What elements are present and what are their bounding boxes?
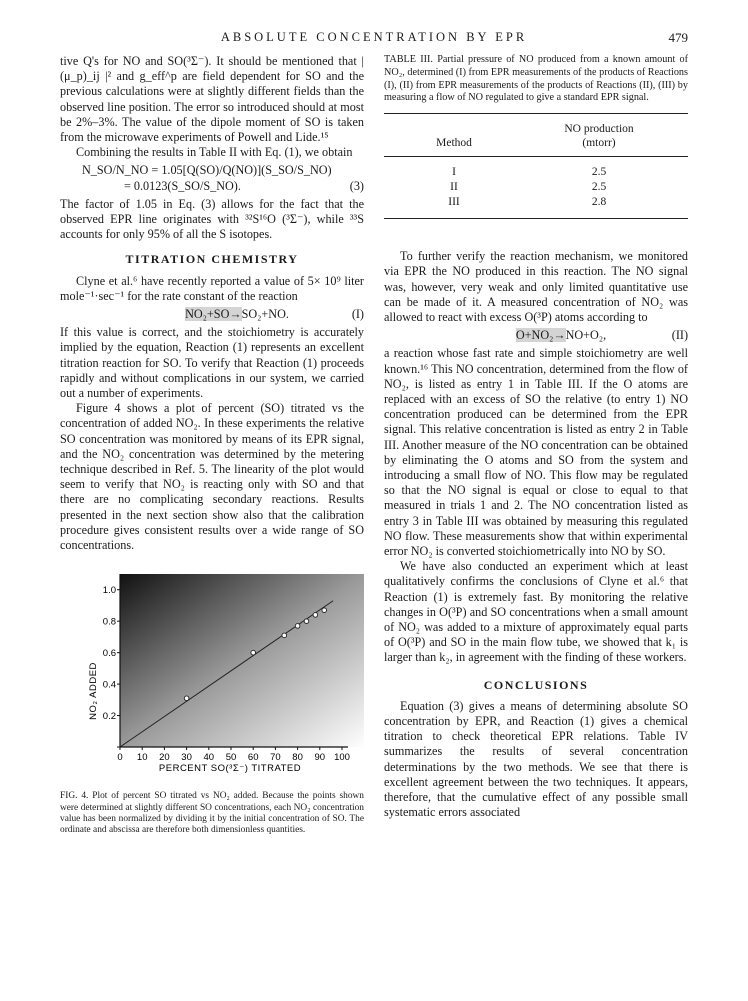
paragraph: Equation (3) gives a means of determining absolute SO concentration by EPR, and Reaction (1) gives a chemical titration to check theoretical EPR relations. Table IV summarizes the results of several concentration determinations by the two methods. We see that there is excellent agreement between the two techniques. It appears, therefore, that the cumulative effect of any possible small systematic errors associated — [384, 698, 688, 820]
equation-number: (I) — [351, 307, 364, 322]
paragraph: We have also conducted an experiment which at least qualitatively confirms the conclusions of Clyne et al.⁶ that Reaction (1) is extremely fast. By monitoring the relative changes in O(³P) and SO concentrations when a small amount of NO₂ was added to a mixture of approximately equal parts of O(³P) and SO in the main flow tube, we showed that k₁ is larger than k₂, in agreement with the finding of these workers. — [384, 559, 688, 665]
running-title: ABSOLUTE CONCENTRATION BY EPR — [220, 30, 528, 44]
table-caption-text: Partial pressure of NO produced from a known amount of NO₂, determined (I) from EPR measurements of the products of Reactions (I), (II) from EPR measurements of the products of Reactions (II), (III) by measuring a flow of NO regulated to give a standard EPR signal. — [384, 54, 689, 104]
equation-reactants: NO₂+SO→ — [185, 307, 242, 322]
paragraph: To further verify the reaction mechanism, we monitored via EPR the NO produced in this reaction. The NO signal was, however, very weak and only limited quantitative use can be made of it. A measured concentration of NO₂ was allowed to react with excess O(³P) atoms according to — [384, 249, 688, 324]
paragraph: The factor of 1.05 in Eq. (3) allows for the fact that the observed EPR line originates with ³²S¹⁶O (³Σ⁻), while ³³S accounts for only 95% of all the S isotopes. — [60, 196, 364, 242]
equation-products: SO₂+NO. — [241, 307, 289, 322]
equation-reactants: O+NO₂→ — [515, 328, 566, 343]
column-header-unit: (mtorr) — [582, 137, 616, 150]
y-tick-label: 1.0 — [102, 585, 116, 597]
plot-background — [120, 574, 364, 747]
equation-line: N_SO/N_NO = 1.05[Q(SO)/Q(NO)](S_SO/S_NO) — [82, 163, 332, 178]
section-heading: TITRATION CHEMISTRY — [125, 252, 299, 267]
figure-caption: FIG. 4. Plot of percent SO titrated vs NO₂ added. Because the points shown were determined at slightly different SO concentrations, each NO₂ concentration value has been normalized by dividing it by the initial concentration of SO. The ordinate and abscissa are therefore both dimensionless quantities. — [60, 791, 364, 835]
y-tick-label: 0.8 — [102, 616, 116, 628]
x-tick-label: 50 — [225, 752, 237, 764]
data-point — [322, 608, 327, 613]
paragraph: a reaction whose fast rate and simple stoichiometry are well known.¹⁶ This NO concentration, determined from the flow of NO₂, is listed as entry 1 in Table III. If the O atoms are replaced with an excess of SO the relative (to entry 1) NO concentration produced can be determined from the EPR signal. This relative concentration is listed as entry 2 in Table III. Another measure of the NO concentration can be obtained by eliminating the O atoms and SO from the system and introducing a small flow of NO. This flow may be regulated so that the NO signal is equal or close to equal to that measured in trials 1 and 2. The NO concentration listed as entry 3 in Table III was obtained by measuring this regulated NO flow. These measurements show that within experimental error NO₂ is converted stoichiometrically into NO by SO. — [384, 346, 688, 559]
x-tick-label: 40 — [203, 752, 215, 764]
y-tick-label: 0.4 — [102, 679, 116, 691]
x-tick-label: 100 — [334, 752, 350, 764]
section-heading: CONCLUSIONS — [483, 677, 589, 692]
paragraph: Combining the results in Table II with Eq. (1), we obtain — [76, 145, 353, 160]
page-number: 479 — [668, 30, 688, 45]
equation-II — [384, 328, 688, 343]
x-tick-label: 20 — [159, 752, 170, 764]
equation-number: (II) — [671, 328, 688, 343]
x-tick-label: 0 — [117, 752, 123, 764]
table-row — [384, 180, 688, 195]
table-caption — [384, 54, 688, 105]
equation-I — [60, 307, 364, 322]
column-header-method: Method — [436, 137, 472, 150]
table-cell: III — [448, 196, 460, 209]
data-point — [313, 613, 318, 618]
left-column — [60, 54, 364, 836]
data-point — [295, 624, 300, 629]
titration-chart — [60, 561, 364, 789]
data-point — [251, 651, 256, 656]
x-tick-label: 10 — [136, 752, 148, 764]
paragraph: tive Q's for NO and SO(³Σ⁻). It should be mentioned that | (μ_p)_ij |² and g_eff^p are field dependent for SO and the previous calculations were at slightly different fields than the observed line position. The error so introduced should at most be 2%–3%. The value of the dipole moment of SO is taken from the microwave experiments of Powell and Lide.¹⁵ — [60, 54, 364, 145]
table-body — [384, 157, 688, 218]
page-header — [60, 30, 688, 50]
paragraph: Clyne et al.⁶ have recently reported a value of 5× 10⁹ liter mole⁻¹·sec⁻¹ for the rate constant of the reaction — [60, 273, 364, 303]
data-point — [282, 633, 287, 638]
table-cell: I — [452, 166, 456, 179]
table-row — [384, 165, 688, 180]
table-caption-label: TABLE III. — [384, 54, 433, 65]
figure-4 — [60, 561, 364, 789]
equation-3 — [60, 163, 364, 193]
equation-products: NO+O₂, — [565, 328, 607, 343]
x-tick-label: 30 — [181, 752, 192, 764]
right-column — [384, 54, 688, 821]
x-tick-label: 60 — [247, 752, 259, 764]
y-tick-label: 0.2 — [102, 711, 116, 723]
table-cell: 2.5 — [591, 181, 607, 194]
equation-number: (3) — [349, 178, 364, 193]
y-axis-label: NO₂ ADDED — [88, 662, 99, 721]
table-cell: II — [450, 181, 458, 194]
table-cell: 2.8 — [591, 196, 607, 209]
paragraph: Figure 4 shows a plot of percent (SO) titrated vs the concentration of added NO₂. In these experiments the relative SO concentration was monitored by means of its EPR signal, and the NO₂ concentration was determined by the metering technique described in Ref. 5. The linearity of the plot would seem to verify that NO₂ is reacting only with SO and that there are no complicating secondary reactions. Results presented in the next section show also that the calibration procedure gives consistent results over a wide range of SO concentrations. — [60, 401, 364, 553]
x-axis-label: PERCENT SO(³Σ⁻) TITRATED — [158, 763, 302, 775]
table-header — [384, 114, 688, 157]
equation-line: = 0.0123(S_SO/S_NO). — [124, 178, 241, 193]
table-row — [384, 195, 688, 210]
data-point — [184, 696, 189, 701]
x-tick-label: 70 — [270, 752, 281, 764]
y-tick-label: 0.6 — [102, 648, 116, 660]
column-header-production — [524, 122, 674, 150]
column-header-line: NO production — [564, 123, 634, 136]
x-tick-label: 80 — [292, 752, 303, 764]
paragraph: If this value is correct, and the stoichiometry is accurately implied by the equation, Reaction (1) represents an excellent titration reaction for SO. To verify that Reaction (1) proceeds rapidly and without complications in our system, we carried out a number of experiments. — [60, 325, 364, 401]
table-iii — [384, 113, 688, 219]
table-cell: 2.5 — [591, 166, 607, 179]
x-tick-label: 90 — [314, 752, 326, 764]
data-point — [304, 619, 309, 624]
